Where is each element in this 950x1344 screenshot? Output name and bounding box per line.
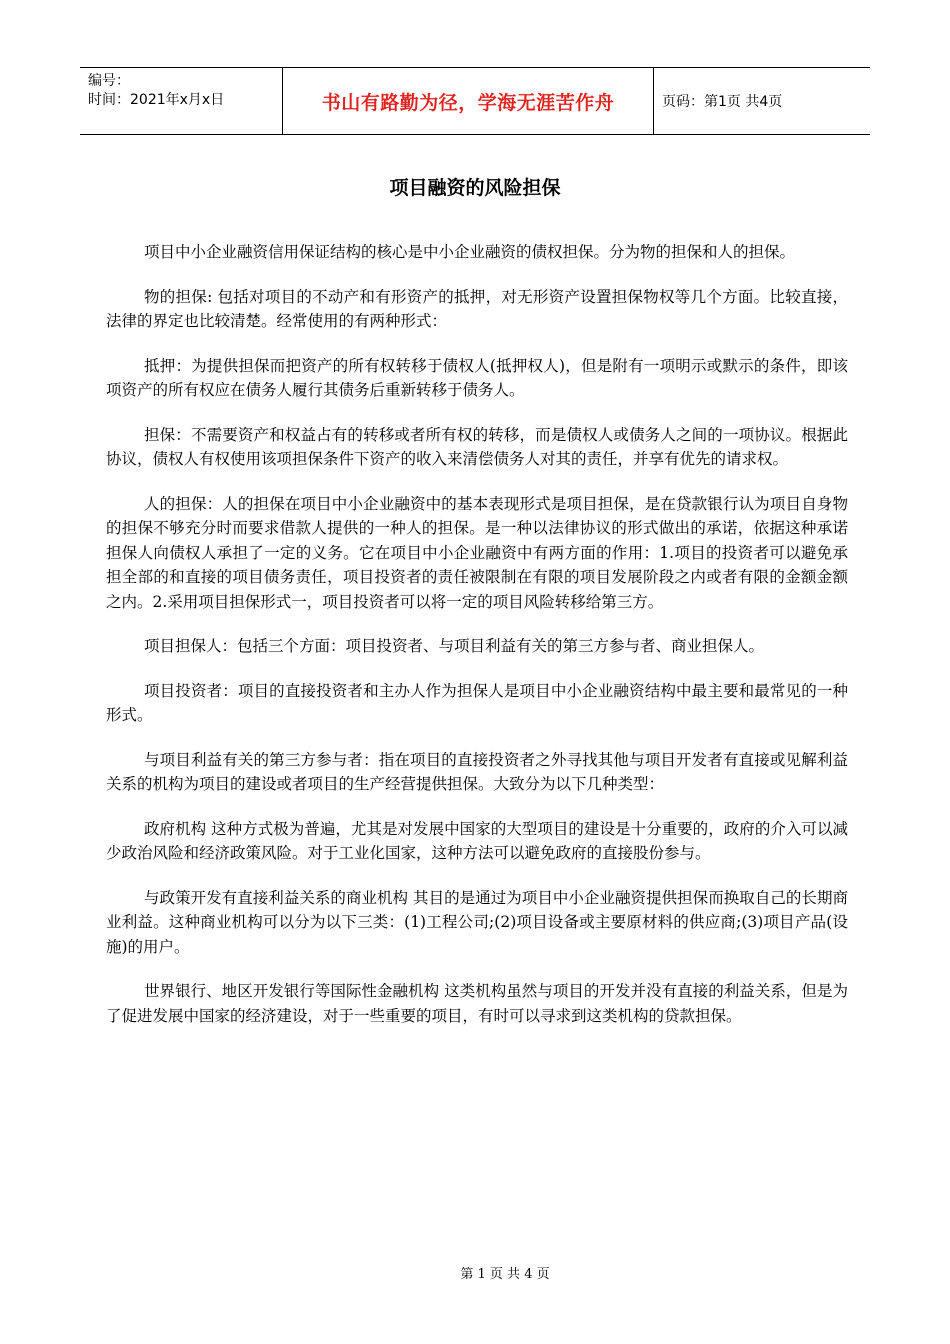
document-body	[106, 240, 848, 1048]
page-footer: 第 1 页 共 4 页	[460, 1267, 550, 1282]
header-page-info: 页码：第1页 共4页	[662, 94, 783, 110]
paragraph: 项目投资者：项目的直接投资者和主办人作为担保人是项目中小企业融资结构中最主要和最常见的一种形式。	[106, 681, 848, 724]
header-number-label: 编号：	[88, 73, 130, 89]
paragraph: 世界银行、地区开发银行等国际性金融机构 这类机构虽然与项目的开发并没有直接的利益关系，但是为了促进发展中国家的经济建设，对于一些重要的项目，有时可以寻求到这类机构的贷款担保。	[106, 982, 848, 1025]
paragraph: 抵押：为提供担保而把资产的所有权转移于债权人(抵押权人)，但是附有一项明示或默示的条件，即该项资产的所有权应在债务人履行其债务后重新转移于债务人。	[106, 356, 848, 399]
document-title: 项目融资的风险担保	[389, 177, 561, 199]
header-motto: 书山有路勤为径，学海无涯苦作舟	[282, 68, 654, 134]
paragraph: 担保：不需要资产和权益占有的转移或者所有权的转移，而是债权人或债务人之间的一项协议。根据此协议，债权人有权使用该项担保条件下资产的收入来清偿债务人对其的责任，并享有优先的请求权。	[106, 425, 848, 468]
header-meta-cell	[80, 68, 282, 134]
paragraph: 人的担保：人的担保在项目中小企业融资中的基本表现形式是项目担保，是在贷款银行认为项目自身物的担保不够充分时而要求借款人提供的一种人的担保。是一种以法律协议的形式做出的承诺，依据这种承诺担保人向债权人承担了一定的义务。它在项目中小企业融资中有两方面的作用：1.项目的投资者可以避免承担全部的和直接的项目债务责任，项目投资者的责任被限制在有限的项目发展阶段之内或者有限的金额金额之内。2.采用项目担保形式一，项目投资者可以将一定的项目风险转移给第三方。	[106, 494, 848, 611]
paragraph: 项目担保人：包括三个方面：项目投资者、与项目利益有关的第三方参与者、商业担保人。	[144, 637, 765, 655]
paragraph: 与项目利益有关的第三方参与者：指在项目的直接投资者之外寻找其他与项目开发者有直接或见解利益关系的机构为项目的建设或者项目的生产经营提供担保。大致分为以下几种类型：	[106, 750, 848, 793]
paragraph: 政府机构 这种方式极为普遍，尤其是对发展中国家的大型项目的建设是十分重要的，政府的介入可以减少政治风险和经济政策风险。对于工业化国家，这种方法可以避免政府的直接股份参与。	[106, 819, 848, 862]
header-table	[80, 67, 870, 135]
paragraph: 项目中小企业融资信用保证结构的核心是中小企业融资的债权担保。分为物的担保和人的担保。	[144, 243, 796, 261]
paragraph: 与政策开发有直接利益关系的商业机构 其目的是通过为项目中小企业融资提供担保而换取自己的长期商业利益。这种商业机构可以分为以下三类：(1)工程公司;(2)项目设备或主要原材料的供应商;(3)项目产品(设施)的用户。	[106, 888, 848, 956]
paragraph: 物的担保: 包括对项目的不动产和有形资产的抵押，对无形资产设置担保物权等几个方面。比较直接，法律的界定也比较清楚。经常使用的有两种形式：	[106, 287, 848, 330]
header-time-label: 时间：2021年x月x日	[88, 92, 225, 108]
